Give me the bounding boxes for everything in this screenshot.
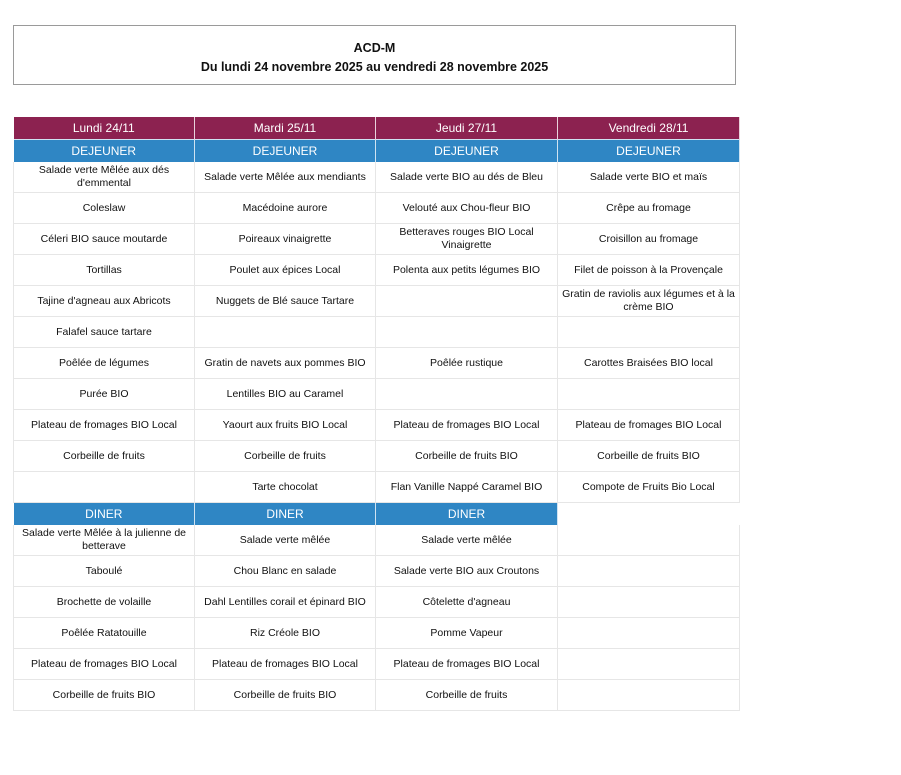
menu-item: Tarte chocolat	[195, 472, 376, 503]
diner-label: DINER	[376, 503, 558, 526]
menu-item: Poulet aux épices Local	[195, 255, 376, 286]
diner-row	[14, 587, 740, 618]
menu-item: Plateau de fromages BIO Local	[376, 649, 558, 680]
menu-item: Brochette de volaille	[14, 587, 195, 618]
blank-cell	[558, 503, 740, 526]
menu-item: Filet de poisson à la Provençale	[558, 255, 740, 286]
diner-label: DINER	[14, 503, 195, 526]
diner-row	[14, 525, 740, 556]
dejeuner-label: DEJEUNER	[558, 140, 740, 163]
menu-item	[558, 680, 740, 711]
dejeuner-label: DEJEUNER	[376, 140, 558, 163]
dejeuner-row	[14, 410, 740, 441]
menu-item: Corbeille de fruits BIO	[14, 680, 195, 711]
dejeuner-row	[14, 348, 740, 379]
diner-header-row	[14, 503, 740, 526]
menu-item: Poêlée Ratatouille	[14, 618, 195, 649]
menu-item	[558, 556, 740, 587]
day-header: Lundi 24/11	[14, 117, 195, 140]
menu-item: Carottes Braisées BIO local	[558, 348, 740, 379]
menu-item: Coleslaw	[14, 193, 195, 224]
menu-item: Riz Créole BIO	[195, 618, 376, 649]
menu-item: Plateau de fromages BIO Local	[558, 410, 740, 441]
menu-item: Tajine d'agneau aux Abricots	[14, 286, 195, 317]
menu-item	[558, 525, 740, 556]
menu-item: Nuggets de Blé sauce Tartare	[195, 286, 376, 317]
menu-item	[376, 379, 558, 410]
diner-label: DINER	[195, 503, 376, 526]
menu-item	[195, 317, 376, 348]
menu-item: Compote de Fruits Bio Local	[558, 472, 740, 503]
menu-item: Poêlée rustique	[376, 348, 558, 379]
menu-item: Dahl Lentilles corail et épinard BIO	[195, 587, 376, 618]
menu-table	[13, 117, 740, 711]
dejeuner-row	[14, 317, 740, 348]
menu-item: Polenta aux petits légumes BIO	[376, 255, 558, 286]
menu-item: Salade verte mêlée	[376, 525, 558, 556]
menu-item: Flan Vanille Nappé Caramel BIO	[376, 472, 558, 503]
dejeuner-row	[14, 162, 740, 193]
menu-item: Poireaux vinaigrette	[195, 224, 376, 255]
menu-item: Tortillas	[14, 255, 195, 286]
menu-period: Du lundi 24 novembre 2025 au vendredi 28 novembre 2025	[200, 60, 549, 74]
menu-item	[558, 317, 740, 348]
diner-row	[14, 556, 740, 587]
menu-item: Plateau de fromages BIO Local	[14, 410, 195, 441]
menu-item	[376, 286, 558, 317]
menu-item: Corbeille de fruits	[14, 441, 195, 472]
menu-item: Plateau de fromages BIO Local	[195, 649, 376, 680]
site-name: ACD-M	[353, 41, 396, 55]
dejeuner-row	[14, 193, 740, 224]
dejeuner-row	[14, 472, 740, 503]
dejeuner-row	[14, 379, 740, 410]
menu-item	[558, 587, 740, 618]
menu-item: Salade verte BIO au dés de Bleu	[376, 162, 558, 193]
day-header-row	[14, 117, 740, 140]
day-header: Vendredi 28/11	[558, 117, 740, 140]
menu-item: Chou Blanc en salade	[195, 556, 376, 587]
menu-item: Corbeille de fruits BIO	[376, 441, 558, 472]
menu-item: Salade verte Mêlée aux mendiants	[195, 162, 376, 193]
menu-title-box	[13, 25, 736, 85]
diner-row	[14, 649, 740, 680]
day-header: Mardi 25/11	[195, 117, 376, 140]
menu-item: Croisillon au fromage	[558, 224, 740, 255]
menu-item: Poêlée de légumes	[14, 348, 195, 379]
dejeuner-row	[14, 441, 740, 472]
menu-item	[558, 649, 740, 680]
menu-item: Côtelette d'agneau	[376, 587, 558, 618]
menu-item: Salade verte BIO et maïs	[558, 162, 740, 193]
menu-item: Plateau de fromages BIO Local	[14, 649, 195, 680]
menu-item: Pomme Vapeur	[376, 618, 558, 649]
menu-item: Corbeille de fruits BIO	[558, 441, 740, 472]
menu-item: Macédoine aurore	[195, 193, 376, 224]
menu-item: Gratin de navets aux pommes BIO	[195, 348, 376, 379]
menu-item: Corbeille de fruits	[376, 680, 558, 711]
menu-item	[558, 618, 740, 649]
menu-item: Yaourt aux fruits BIO Local	[195, 410, 376, 441]
menu-item: Purée BIO	[14, 379, 195, 410]
menu-item: Céleri BIO sauce moutarde	[14, 224, 195, 255]
menu-item: Crêpe au fromage	[558, 193, 740, 224]
menu-item: Gratin de raviolis aux légumes et à la crème BIO	[558, 286, 740, 317]
menu-item: Corbeille de fruits BIO	[195, 680, 376, 711]
menu-item: Lentilles BIO au Caramel	[195, 379, 376, 410]
day-header: Jeudi 27/11	[376, 117, 558, 140]
dejeuner-row	[14, 286, 740, 317]
menu-item: Salade verte Mêlée à la julienne de betterave	[14, 525, 195, 556]
dejeuner-row	[14, 255, 740, 286]
dejeuner-label: DEJEUNER	[195, 140, 376, 163]
dejeuner-header-row	[14, 140, 740, 163]
menu-item: Betteraves rouges BIO Local Vinaigrette	[376, 224, 558, 255]
menu-item: Plateau de fromages BIO Local	[376, 410, 558, 441]
menu-item: Corbeille de fruits	[195, 441, 376, 472]
diner-row	[14, 618, 740, 649]
menu-item: Salade verte mêlée	[195, 525, 376, 556]
menu-item: Taboulé	[14, 556, 195, 587]
menu-item	[376, 317, 558, 348]
menu-item	[14, 472, 195, 503]
dejeuner-row	[14, 224, 740, 255]
menu-item	[558, 379, 740, 410]
diner-row	[14, 680, 740, 711]
dejeuner-label: DEJEUNER	[14, 140, 195, 163]
menu-item: Falafel sauce tartare	[14, 317, 195, 348]
menu-item: Salade verte BIO aux Croutons	[376, 556, 558, 587]
menu-item: Salade verte Mêlée aux dés d'emmental	[14, 162, 195, 193]
menu-item: Velouté aux Chou-fleur BIO	[376, 193, 558, 224]
